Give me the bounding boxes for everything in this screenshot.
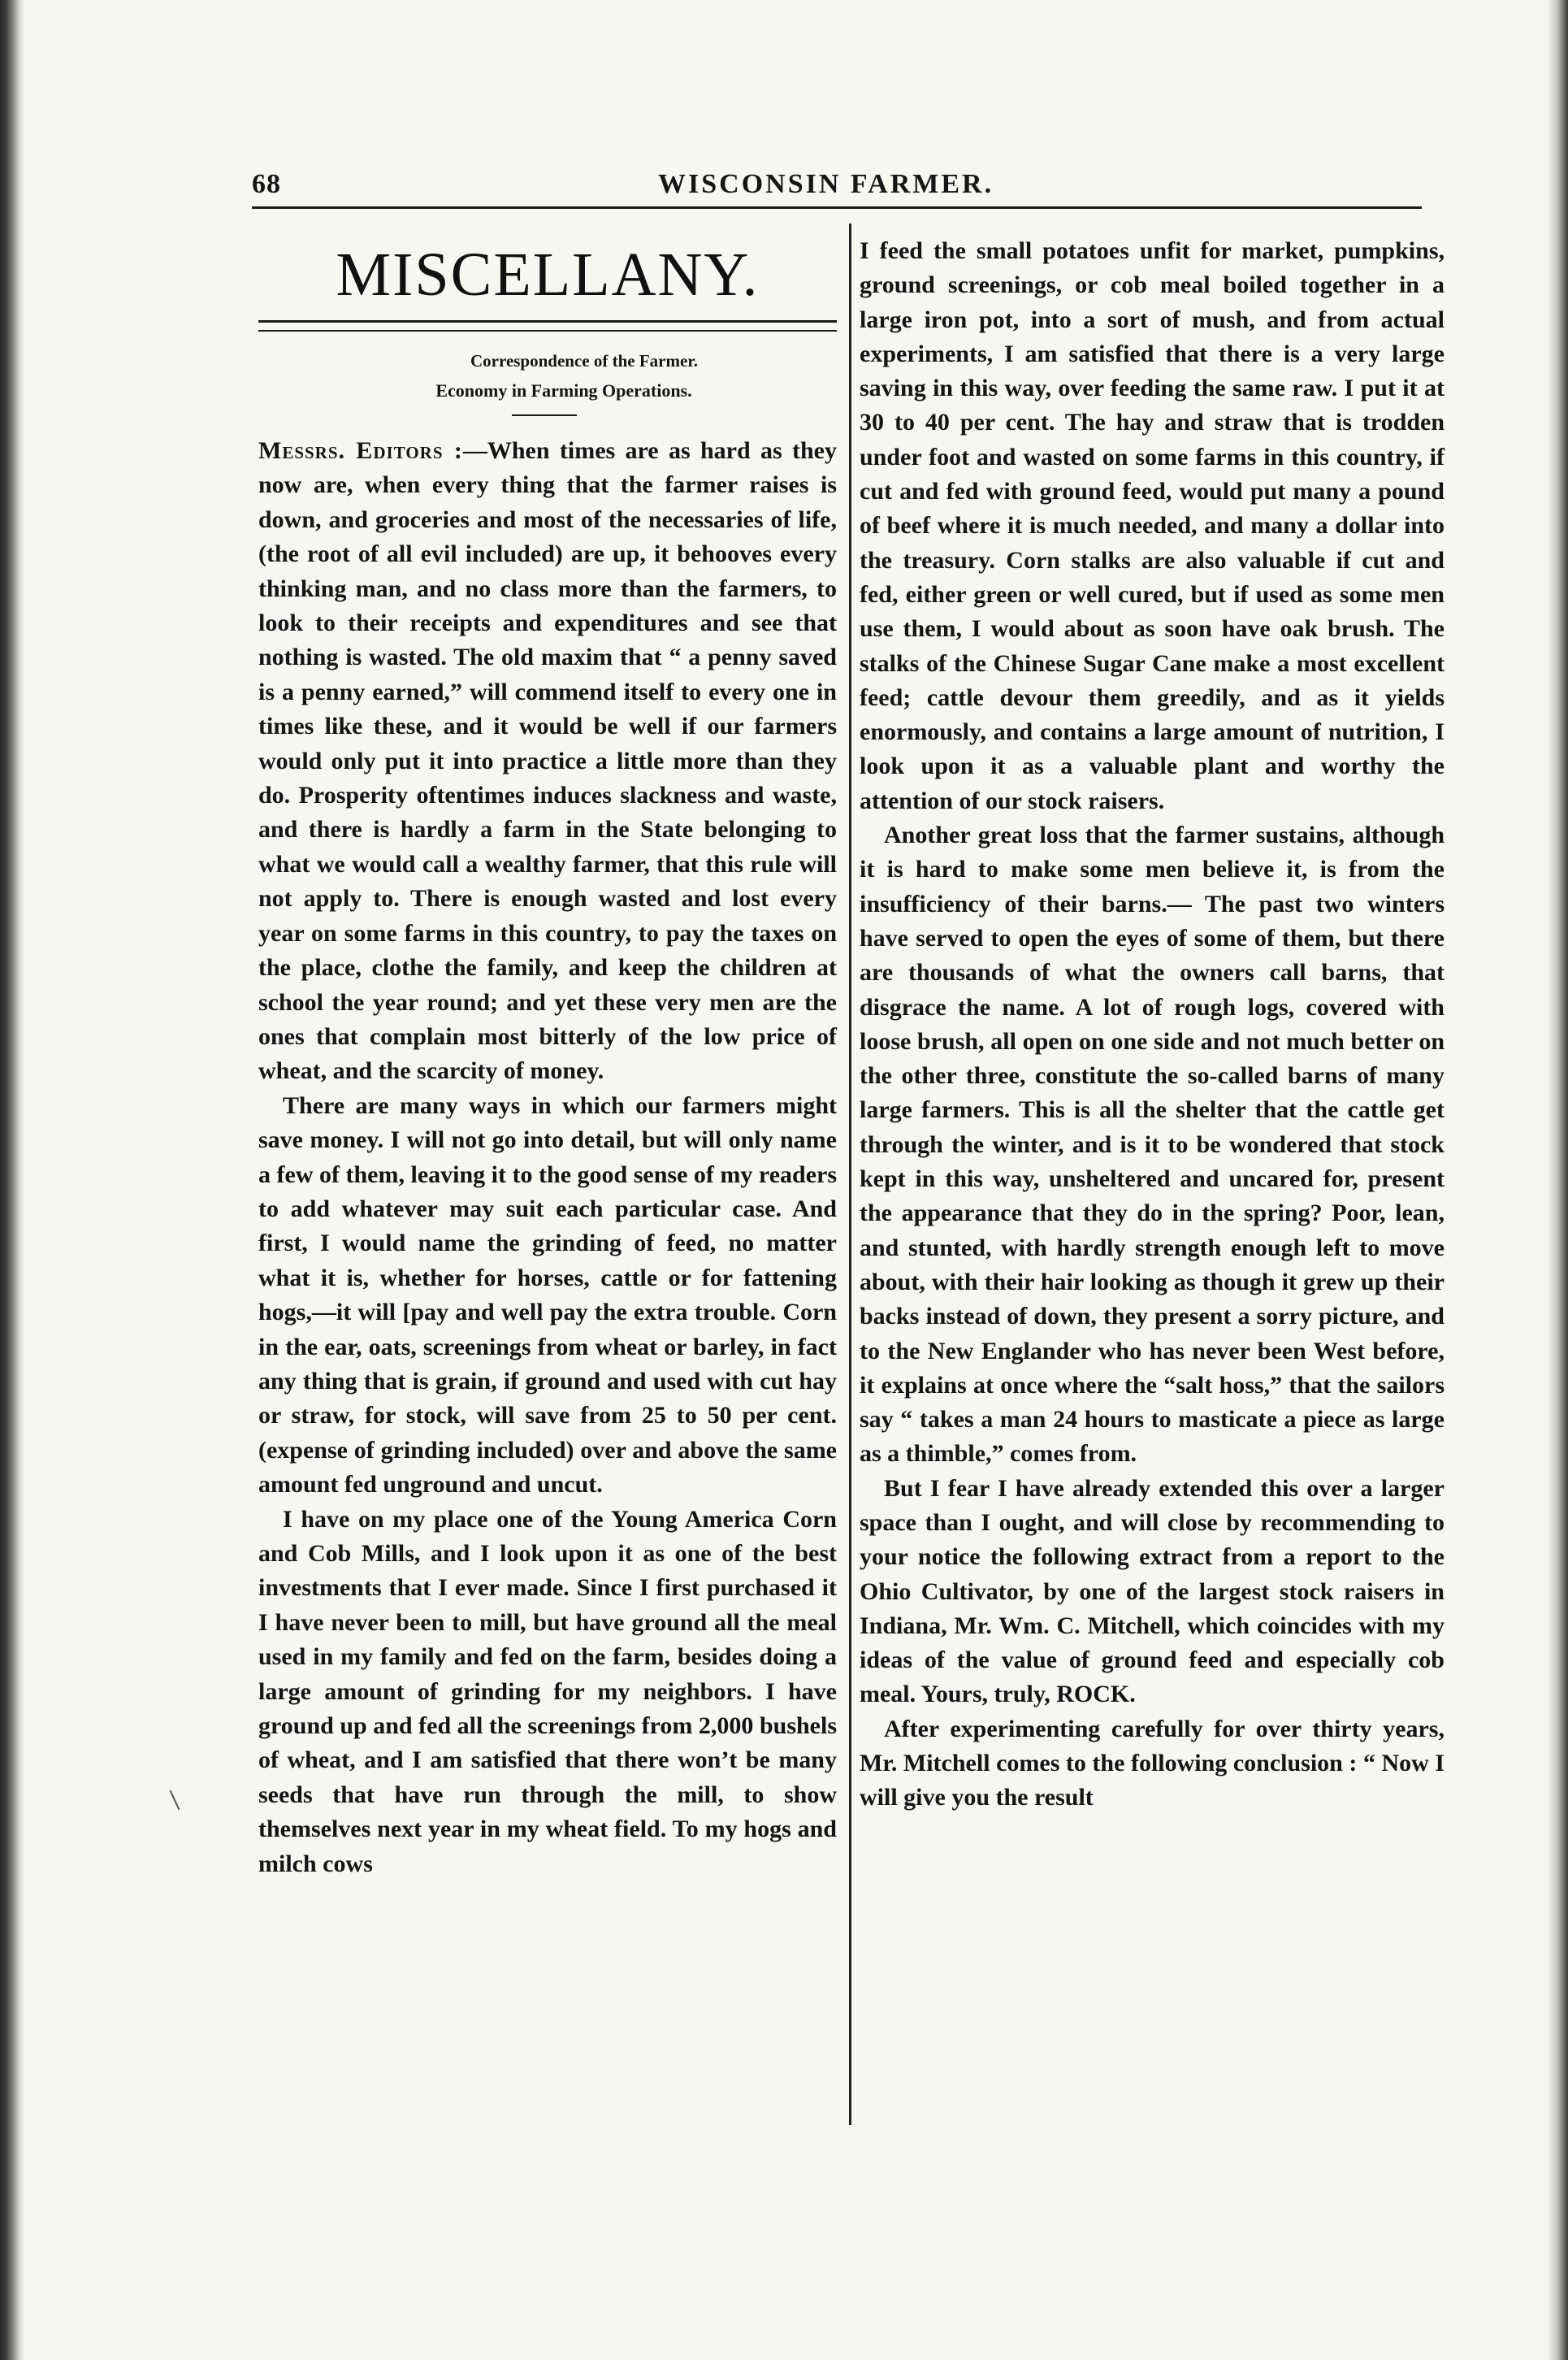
paragraph-text: —When times are as hard as they now are, when every thing that the farmer raises is down, and groceries and most of the necessaries of life, (the root of all evil included) are up, it behooves every thinking man, and no class more than the farmers, to look to their receipts and expenditures and see that nothing is wasted. The old maxim that “ a penny saved is a penny earned,” will commend itself to every one in times like these, and it would be well if our farmers would only put it into practice a little more than they do. Prosperity oftentimes induces slackness and waste, and there is hardly a farm in the State belonging to what we would call a wealthy farmer, that this rule will not apply to. There is enough wasted and lost every year on some farms in this country, to pay the taxes on the place, clothe the family, and keep the children at school the year round; and yet these very men are the ones that complain most bitterly of the low price of wheat, and the scarcity of money. <box>258 437 838 1085</box>
article-paragraph: Another great loss that the farmer sustains, although it is hard to make some men believe it, is from the insufficiency of their barns.— The past two winters have served to open the eyes of some of them, but there are thousands of what the owners call barns, that disgrace the name. A lot of rough logs, covered with loose brush, all open on one side and not much better on the other three, constitute the so-called barns of many large farmers. This is all the shelter that the cattle get through the winter, and is it to be wondered that stock kept in this way, unsheltered and uncared for, present the appearance that they do in the spring? Poor, lean, and stunted, with hardly strength enough left to move about, with their hair looking as though it grew up their backs instead of down, they present a sorry picture, and to the New Englander who has never been West before, it explains at once where the “salt hoss,” that the sailors say “ takes a man 24 hours to masticate a piece as large as a thimble,” comes from. <box>860 822 1445 1468</box>
article-paragraph: After experimenting carefully for over thirty years, Mr. Mitchell comes to the following conclusion : “ Now I will give you the result <box>860 1715 1445 1811</box>
article-title-rule <box>512 414 577 416</box>
stray-ink-mark <box>170 1790 180 1810</box>
book-binding-shadow <box>0 0 24 2360</box>
page-number: 68 <box>252 169 281 199</box>
article-title: Economy in Farming Operations. <box>435 380 692 401</box>
article-paragraph <box>258 434 837 1089</box>
header-rule <box>252 206 1422 209</box>
page-edge-shadow <box>1548 0 1568 2360</box>
section-title: MISCELLANY. <box>336 241 760 309</box>
title-double-rule <box>258 320 837 332</box>
correspondence-line: Correspondence of the Farmer. <box>470 351 698 371</box>
running-title: WISCONSIN FARMER. <box>658 169 994 199</box>
column-divider <box>849 223 851 2125</box>
left-column <box>258 236 837 1881</box>
page-header <box>252 169 1430 210</box>
right-column <box>860 234 1445 1816</box>
article-paragraph: I feed the small potatoes unfit for market, pumpkins, ground screenings, or cob meal boiled together in a large iron pot, into a sort of mush, and from actual experiments, I am satisfied that there is a very large saving in this way, over feeding the same raw. I put it at 30 to 40 per cent. The hay and straw that is trodden under foot and wasted on some farms in this country, if cut and fed with ground feed, would put many a pound of beef where it is much needed, and many a dollar into the treasury. Corn stalks are also valuable if cut and fed, either green or well cured, but if used as some men use them, I would about as soon have oak brush. The stalks of the Chinese Sugar Cane make a most excellent feed; cattle devour them greedily, and as it yields enormously, and contains a large amount of nutrition, I look upon it as a valuable plant and worthy the attention of our stock raisers. <box>860 237 1445 814</box>
article-paragraph: I have on my place one of the Young America Corn and Cob Mills, and I look upon it as one of the best investments that I ever made. Since I first purchased it I have never been to mill, but have ground all the meal used in my family and fed on the farm, besides doing a large amount of grinding for my neighbors. I have ground up and fed all the screenings from 2,000 bushels of wheat, and I am satisfied that there won’t be many seeds that have run through the mill, to show themselves next year in my wheat field. To my hogs and milch cows <box>258 1505 837 1877</box>
salutation: Messrs. Editors : <box>258 437 463 464</box>
article-paragraph: But I fear I have already extended this over a larger space than I ought, and will close by recommending to your notice the following extract from a report to the Ohio Cultivator, by one of the largest stock raisers in Indiana, Mr. Wm. C. Mitchell, which coincides with my ideas of the value of ground feed and especially cob meal. Yours, truly, ROCK. <box>860 1474 1445 1708</box>
article-paragraph: There are many ways in which our farmers might save money. I will not go into detail, but will only name a few of them, leaving it to the good sense of my readers to add whatever may suit each particular case. And first, I would name the grinding of feed, no matter what it is, whether for horses, cattle or for fattening hogs,—it will [pay and well pay the extra trouble. Corn in the ear, oats, screenings from wheat or barley, in fact any thing that is grain, if ground and used with cut hay or straw, for stock, will save from 25 to 50 per cent. (expense of grinding included) over and above the same amount fed unground and uncut. <box>258 1091 837 1499</box>
